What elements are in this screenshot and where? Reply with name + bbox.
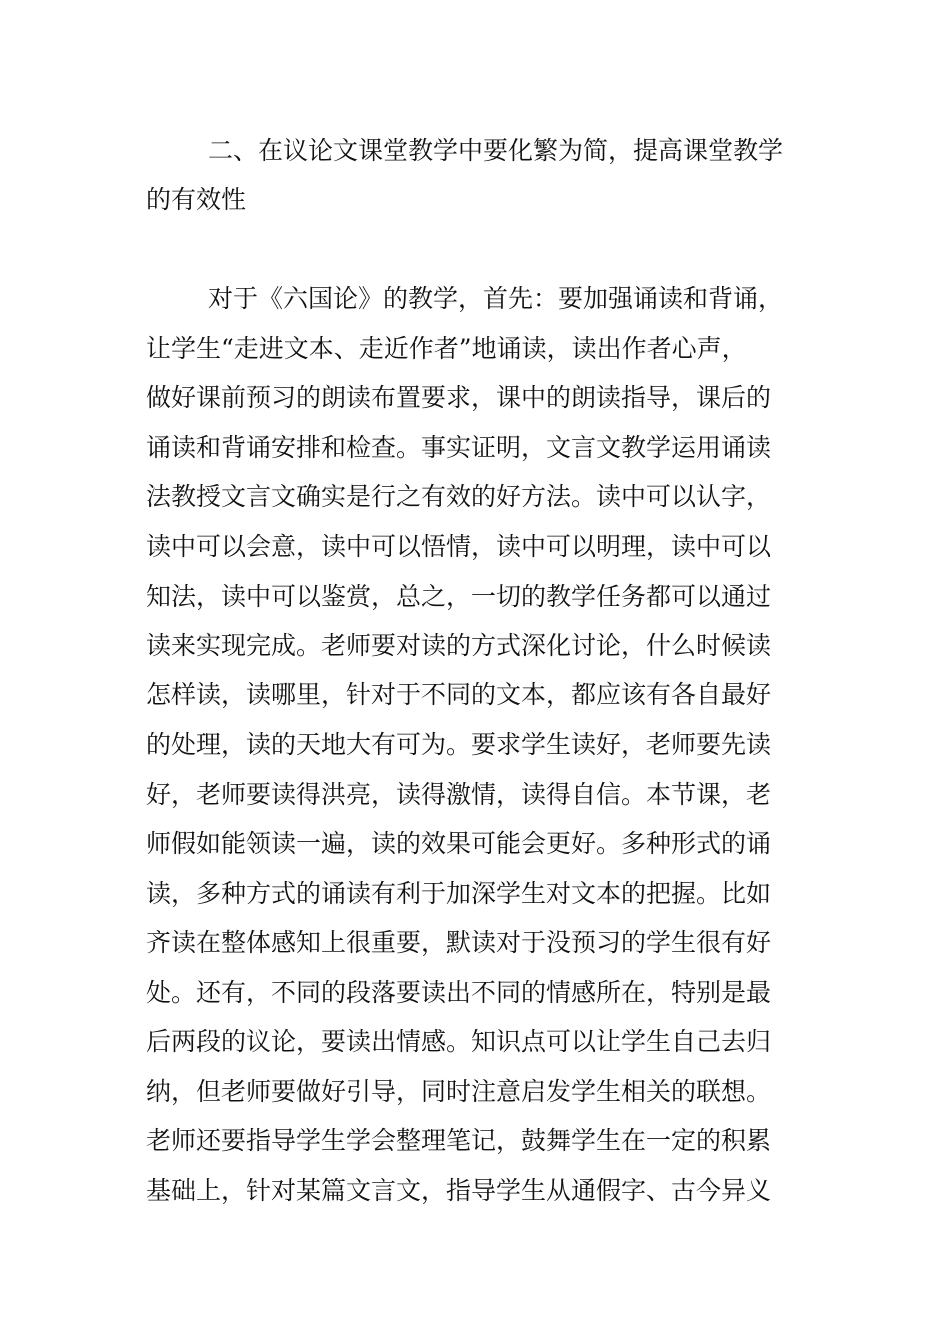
paragraph-line-7: 知法，读中可以鉴赏，总之，一切的教学任务都可以通过 (146, 582, 772, 611)
paragraph-line-17: 纳，但老师要做好引导，同时注意启发学生相关的联想。 (146, 1077, 772, 1106)
paragraph-line-1: 对于《六国论》的教学，首先：要加强诵读和背诵， (208, 284, 784, 313)
paragraph-line-8: 读来实现完成。老师要对读的方式深化讨论，什么时候读 (146, 631, 772, 660)
paragraph-line-3: 做好课前预习的朗读布置要求，课中的朗读指导，课后的 (146, 383, 772, 412)
paragraph-line-5: 法教授文言文确实是行之有效的好方法。读中可以认字， (146, 482, 772, 511)
heading-line-2: 的有效性 (146, 185, 247, 214)
paragraph-line-13: 读，多种方式的诵读有利于加深学生对文本的把握。比如 (146, 879, 772, 908)
paragraph-line-15: 处。还有，不同的段落要读出不同的情感所在，特别是最 (146, 978, 772, 1007)
paragraph-line-10: 的处理，读的天地大有可为。要求学生读好，老师要先读 (146, 730, 772, 759)
paragraph-line-9: 怎样读，读哪里，针对于不同的文本，都应该有各自最好 (146, 680, 772, 709)
paragraph-line-19: 基础上，针对某篇文言文，指导学生从通假字、古今异义 (146, 1176, 772, 1205)
paragraph-line-14: 齐读在整体感知上很重要，默读对于没预习的学生很有好 (146, 928, 772, 957)
paragraph-line-12: 师假如能领读一遍，读的效果可能会更好。多种形式的诵 (146, 829, 772, 858)
paragraph-line-18: 老师还要指导学生学会整理笔记，鼓舞学生在一定的积累 (146, 1126, 772, 1155)
paragraph-line-11: 好，老师要读得洪亮，读得激情，读得自信。本节课，老 (146, 780, 772, 809)
heading-line-1: 二、在议论文课堂教学中要化繁为简，提高课堂教学 (208, 136, 784, 165)
paragraph-line-16: 后两段的议论，要读出情感。知识点可以让学生自己去归 (146, 1027, 772, 1056)
paragraph-line-4: 诵读和背诵安排和检查。事实证明，文言文教学运用诵读 (146, 433, 772, 462)
paragraph-line-6: 读中可以会意，读中可以悟情，读中可以明理，读中可以 (146, 532, 772, 561)
paragraph-line-2: 让学生“走进文本、走近作者”地诵读，读出作者心声， (146, 334, 747, 363)
